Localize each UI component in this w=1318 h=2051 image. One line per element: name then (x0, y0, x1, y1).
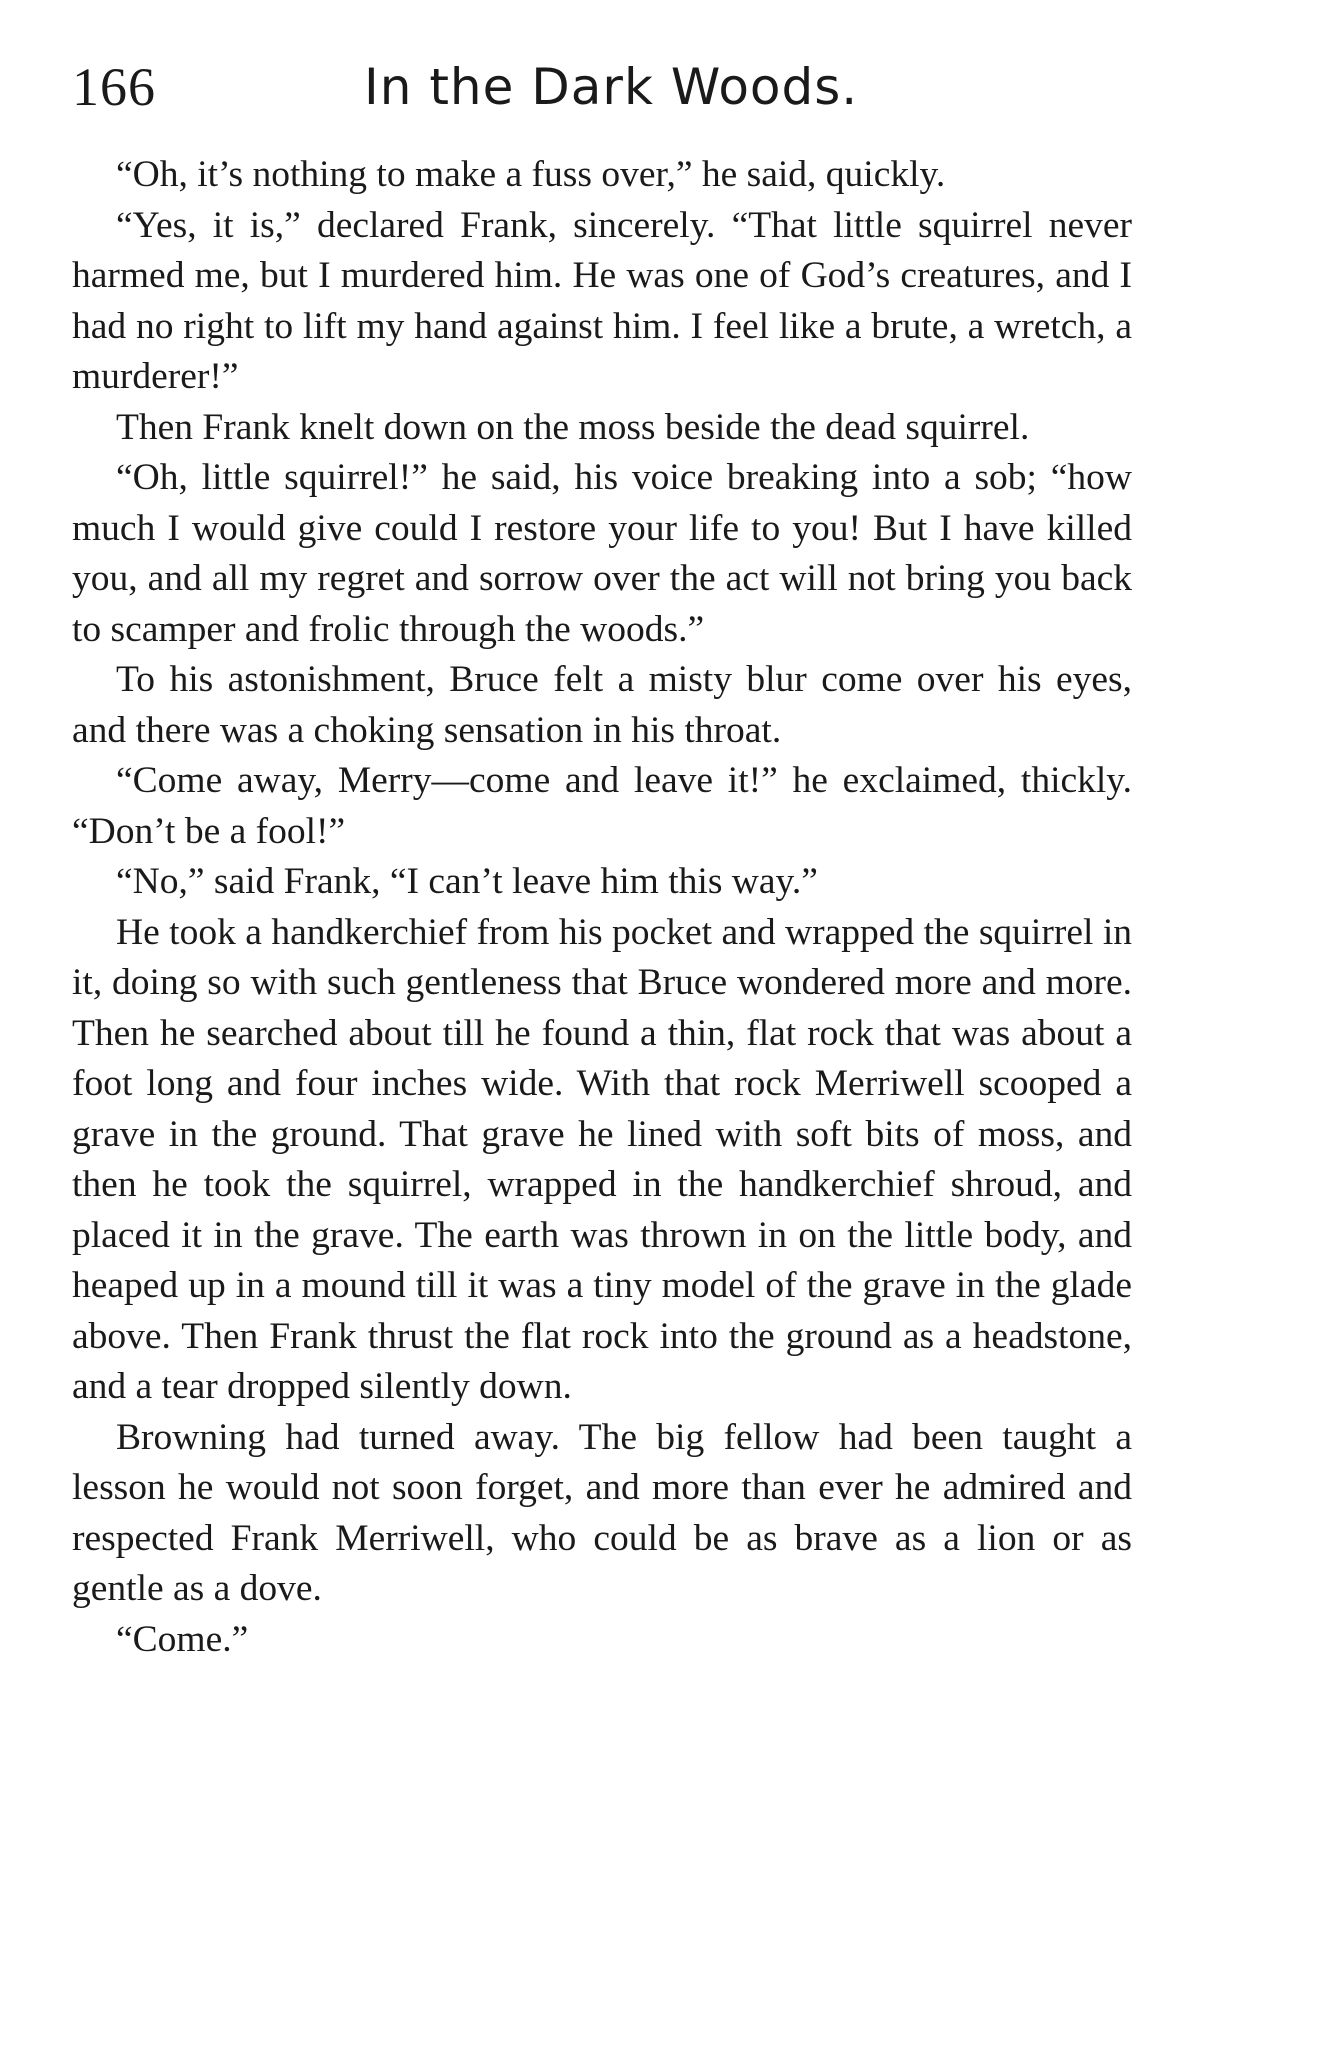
paragraph: To his astonishment, Bruce felt a misty blur come over his eyes, and there was a choking sensation in his throat. (72, 659, 1132, 751)
paragraph: “Oh, it’s nothing to make a fuss over,” he said, quickly. (116, 154, 946, 195)
paragraph: He took a handkerchief from his pocket and wrapped the squirrel in it, doing so with such gentleness that Bruce wondered more and more. Then he searched about till he found a thin, flat rock that was about a foot long and four inches wide. With that rock Merriwell scooped a grave in the ground. That grave he lined with soft bits of moss, and then he took the squirrel, wrapped in the handkerchief shroud, and placed it in the grave. The earth was thrown in on the little body, and heaped up in a mound till it was a tiny model of the grave in the glade above. Then Frank thrust the flat rock into the ground as a headstone, and a tear dropped silently down. (72, 911, 1132, 1407)
body-text (72, 150, 1132, 1665)
paragraph: “No,” said Frank, “I can’t leave him this way.” (116, 861, 818, 902)
paragraph: “Come away, Merry—come and leave it!” he exclaimed, thickly. “Don’t be a fool!” (72, 760, 1132, 852)
paragraph: Then Frank knelt down on the moss beside the dead squirrel. (116, 406, 1030, 448)
paragraph: “Oh, little squirrel!” he said, his voice breaking into a sob; “how much I would give could I restore your life to you! But I have killed you, and all my regret and sorrow over the act will not bring you back to scamper and frolic through the woods.” (72, 457, 1132, 650)
paragraph: Browning had turned away. The big fellow had been taught a lesson he would not soon forget, and more than ever he admired and respected Frank Merriwell, who could be as brave as a lion or as gentle as a dove. (72, 1416, 1132, 1609)
page-header (72, 52, 1172, 122)
page-number: 166 (72, 57, 156, 117)
paragraph: “Yes, it is,” declared Frank, sincerely. “That little squirrel never harmed me, but I murdered him. He was one of God’s creatures, and I had no right to lift my hand against him. I feel like a brute, a wretch, a murderer!” (72, 204, 1132, 397)
running-title: In the Dark Woods. (364, 58, 859, 116)
paragraph: “Come.” (116, 1618, 249, 1660)
